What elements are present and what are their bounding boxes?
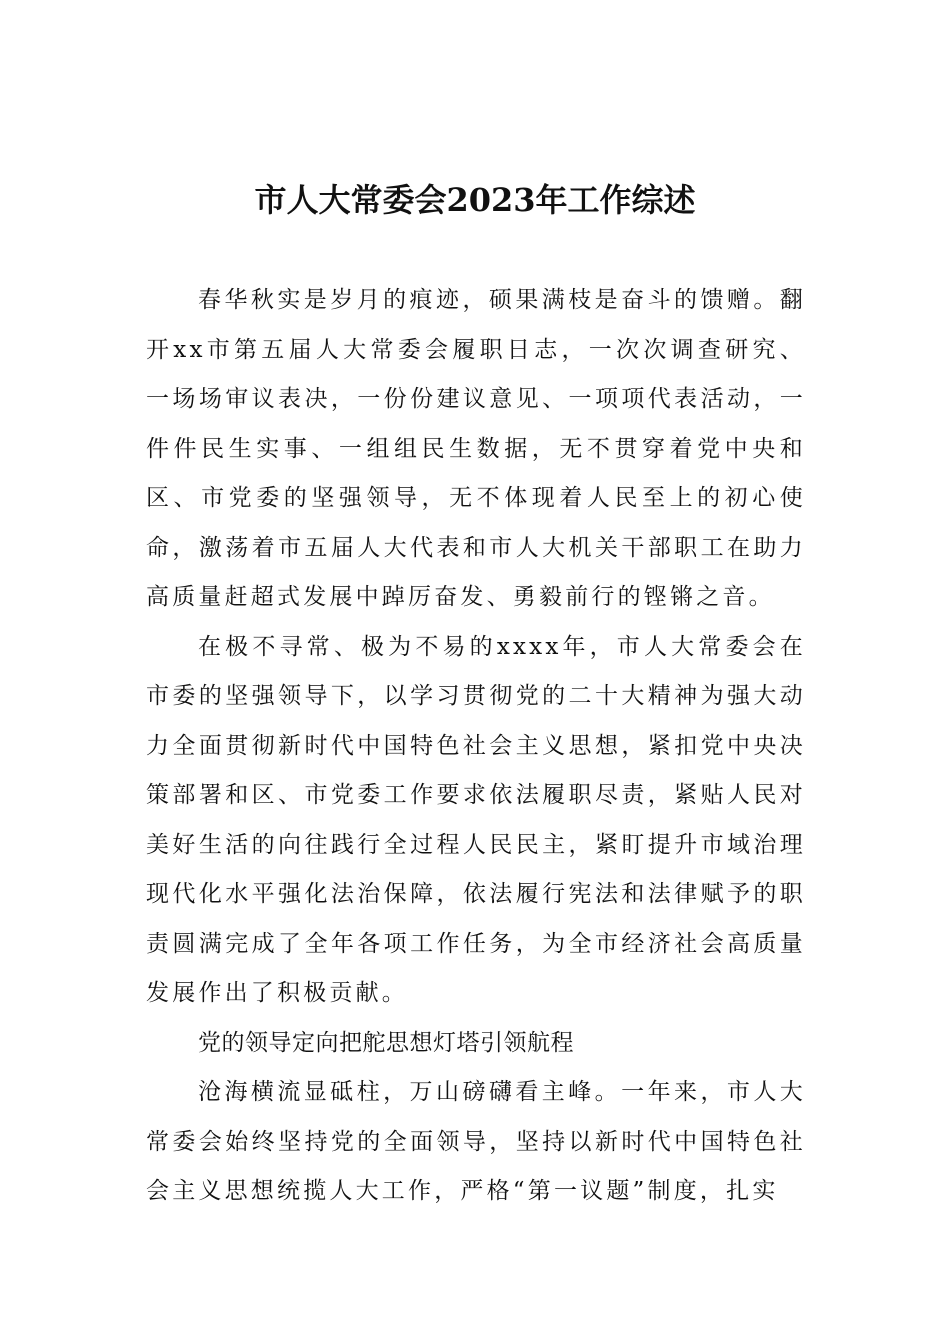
paragraph-party-leadership: 沧海横流显砥柱，万山磅礴看主峰。一年来，市人大常委会始终坚持党的全面领导，坚持以新时代中国特色社会主义思想统揽人大工作，严格“第一议题”制度，扎实 xyxy=(146,1079,806,1204)
paragraph-summary: 在极不寻常、极为不易的xxxx年，市人大常委会在市委的坚强领导下，以学习贯彻党的二十大精神为强大动力全面贯彻新时代中国特色社会主义思想，紧扣党中央决策部署和区、市党委工作要求依法履职尽责，紧贴人民对美好生活的向往践行全过程人民民主，紧盯提升市域治理现代化水平强化法治保障，依法履行宪法和法律赋予的职责圆满完成了全年各项工作任务，为全市经济社会高质量发展作出了积极贡献。 xyxy=(146,633,806,1006)
section-heading: 党的领导定向把舵思想灯塔引领航程 xyxy=(198,1029,574,1056)
document-title: 市人大常委会2023年工作综述 xyxy=(254,181,696,219)
document-body xyxy=(146,276,806,1217)
paragraph-intro: 春华秋实是岁月的痕迹，硕果满枝是奋斗的馈赠。翻开xx市第五届人大常委会履职日志，一次次调查研究、一场场审议表决，一份份建议意见、一项项代表活动，一件件民生实事、一组组民生数据，无不贯穿着党中央和区、市党委的坚强领导，无不体现着人民至上的初心使命，激荡着市五届人大代表和市人大机关干部职工在助力高质量赶超式发展中踔厉奋发、勇毅前行的铿锵之音。 xyxy=(146,287,806,610)
